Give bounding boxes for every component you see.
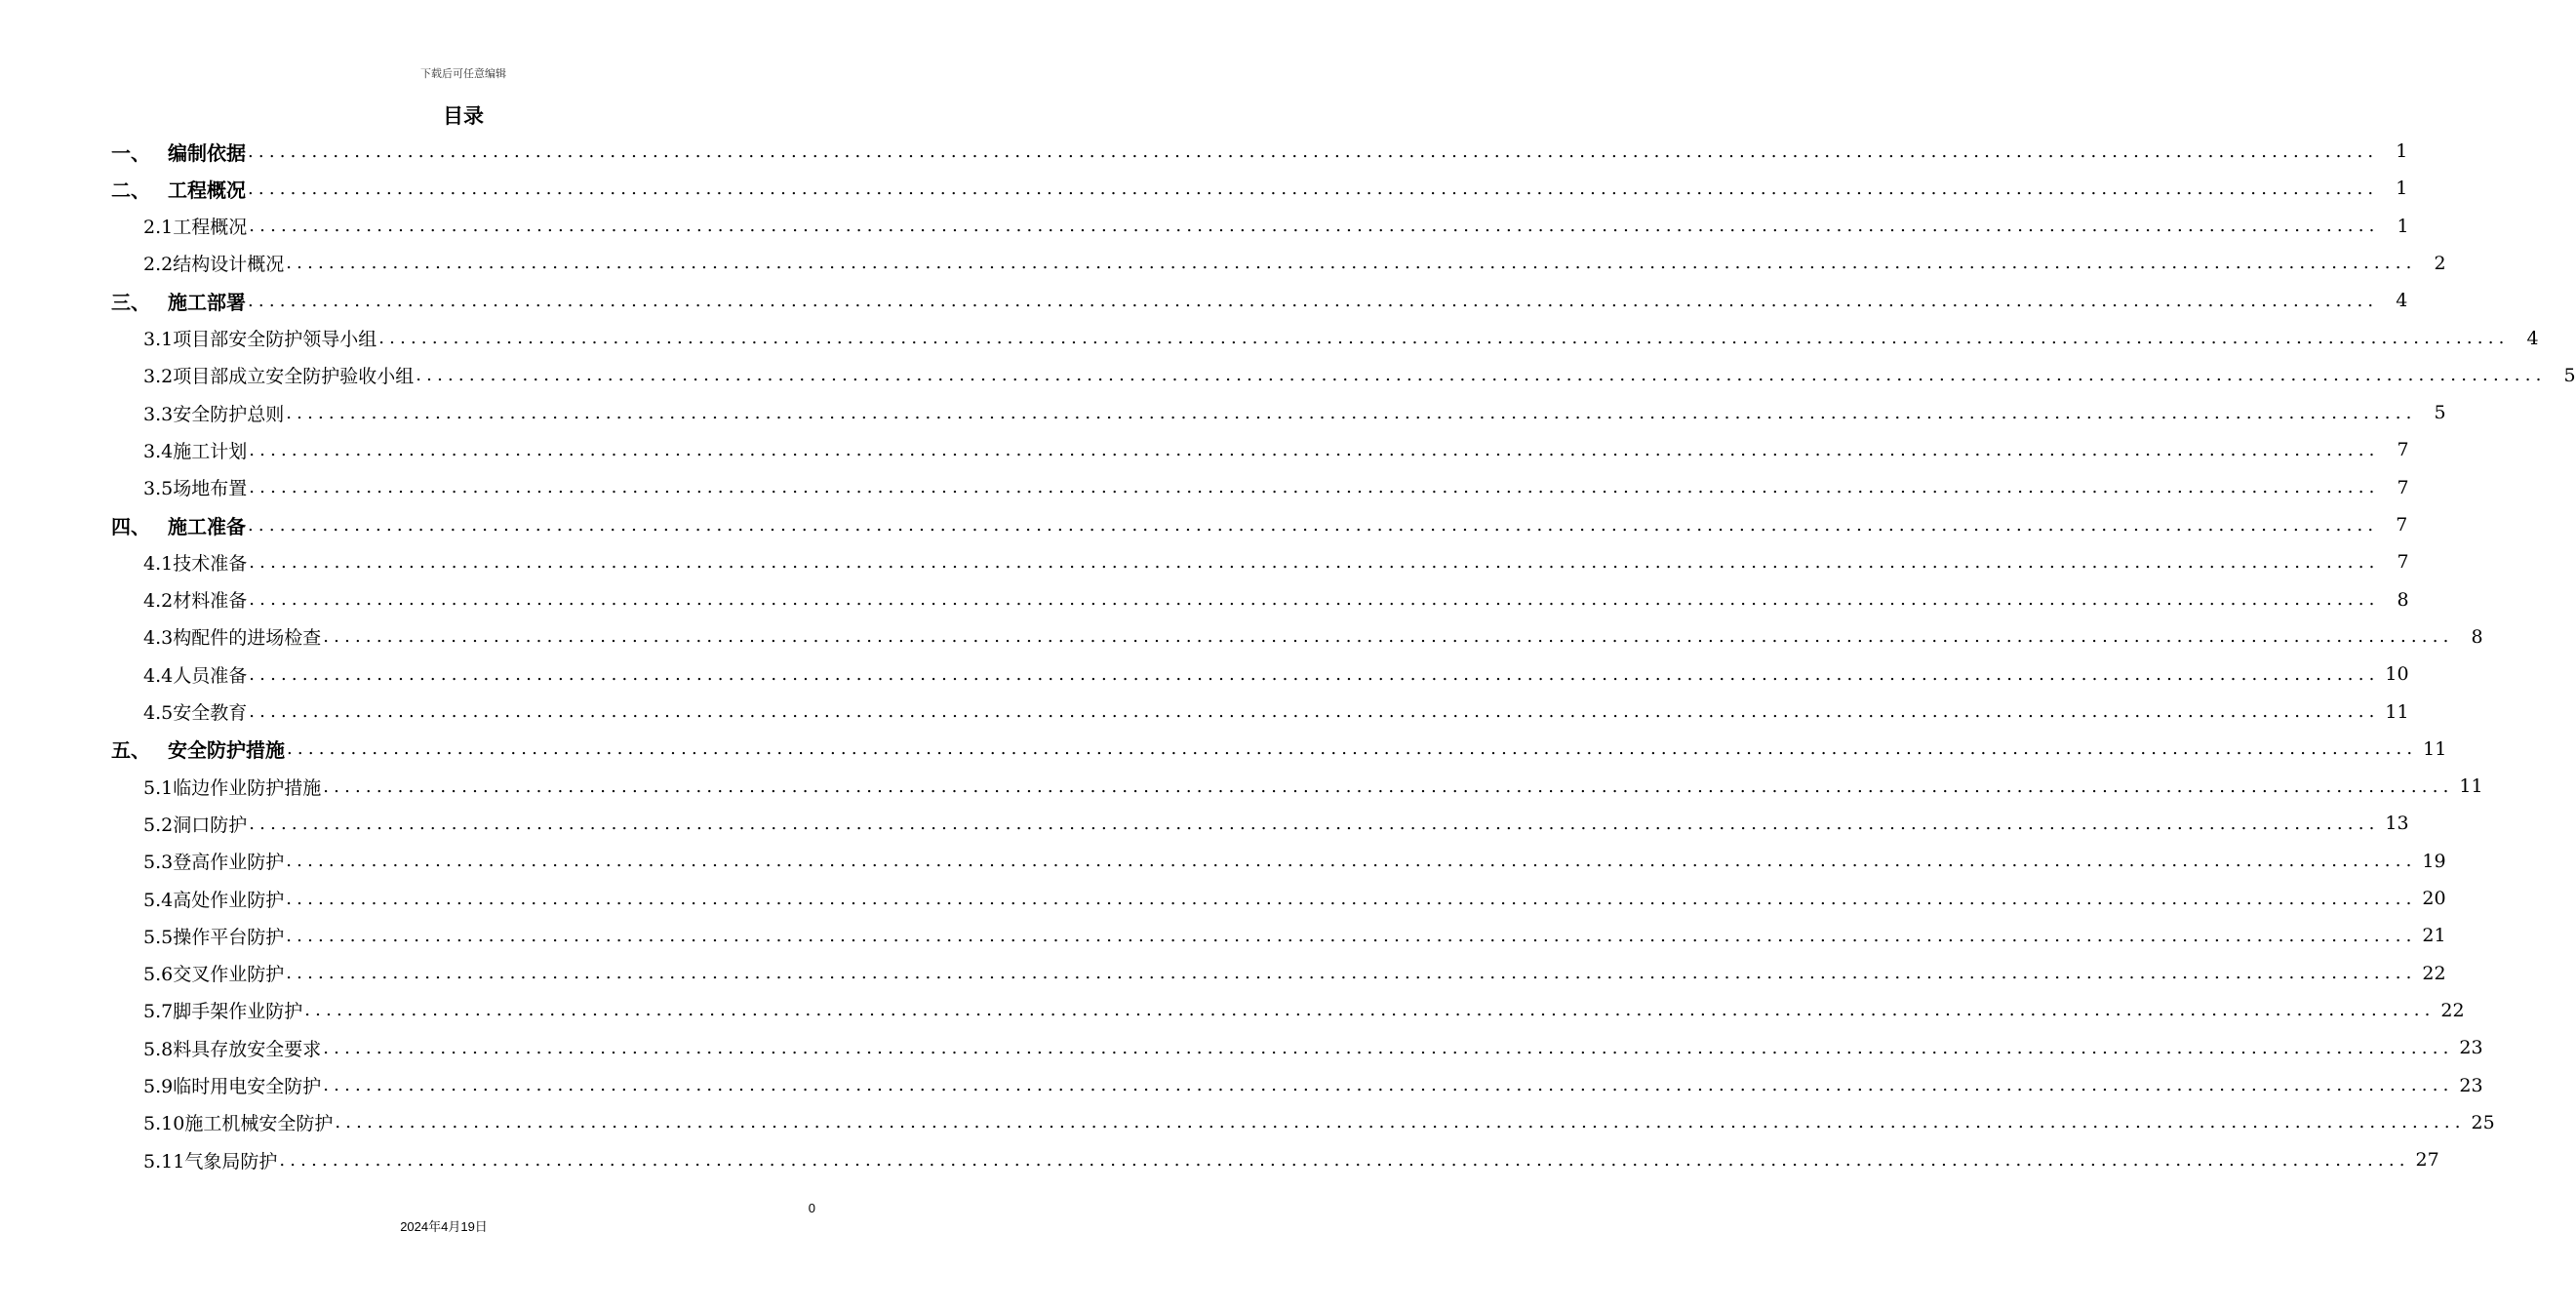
toc-entry-subsection[interactable] — [0, 1029, 2483, 1066]
toc-entry-label — [0, 923, 284, 949]
toc-leader-dots: ........................................................................................................................................................................................................ — [286, 253, 2417, 274]
toc-entry-label — [0, 1072, 321, 1098]
toc-entry-label — [0, 437, 247, 463]
toc-entry-text: 安全教育 — [173, 702, 248, 724]
toc-entry-text: 构配件的进场检查 — [173, 627, 322, 650]
toc-entry-text: 技术准备 — [173, 552, 248, 575]
toc-leader-dots: ........................................................................................................................................................................................................ — [249, 216, 2380, 237]
toc-leader-dots: ........................................................................................................................................................................................................ — [286, 963, 2417, 984]
toc-leader-dots: ........................................................................................................................................................................................................ — [279, 1149, 2410, 1171]
toc-entry-number: 5.3 — [143, 852, 174, 874]
toc-entry-number: 5.5 — [143, 926, 174, 948]
toc-entry-page: 1 — [2396, 178, 2408, 200]
toc-entry-label — [0, 1109, 333, 1135]
toc-entry-subsection[interactable] — [0, 1141, 2439, 1178]
toc-leader-dots: ........................................................................................................................................................................................................ — [335, 1112, 2466, 1133]
toc-entry-text: 人员准备 — [173, 664, 248, 687]
toc-entry-page: 1 — [2396, 140, 2408, 162]
toc-entry-subsection[interactable] — [0, 543, 2409, 580]
toc-entry-page: 10 — [2385, 663, 2409, 686]
toc-entry-page: 4 — [2526, 327, 2539, 349]
toc-leader-dots: ........................................................................................................................................................................................................ — [249, 663, 2380, 685]
toc-entry-text: 编制依据 — [168, 140, 246, 165]
toc-entry-number: 5.6 — [143, 964, 174, 986]
toc-leader-dots: ........................................................................................................................................................................................................ — [323, 626, 2454, 648]
toc-entry-number: 5.7 — [143, 1001, 174, 1023]
toc-entry-section[interactable] — [0, 506, 2408, 543]
toc-entry-number: 5.2 — [143, 814, 174, 836]
toc-entry-number: 五、 — [111, 738, 150, 763]
toc-entry-text: 脚手架作业防护 — [173, 1001, 303, 1023]
toc-entry-subsection[interactable] — [0, 245, 2446, 282]
toc-entry-page: 8 — [2471, 625, 2483, 648]
toc-entry-page: 20 — [2422, 888, 2446, 909]
toc-entry-text: 施工计划 — [173, 440, 248, 462]
toc-entry-section[interactable] — [0, 133, 2408, 170]
toc-entry-text: 施工部署 — [168, 290, 246, 314]
toc-entry-label — [0, 661, 247, 688]
toc-leader-dots: ........................................................................................................................................................................................................ — [249, 551, 2380, 573]
toc-entry-subsection[interactable] — [0, 805, 2409, 842]
toc-entry-label — [0, 586, 247, 613]
toc-entry-number: 5.11 — [143, 1150, 185, 1172]
toc-entry-label — [0, 1147, 277, 1173]
toc-entry-subsection[interactable] — [0, 394, 2446, 431]
toc-leader-dots: ........................................................................................................................................................................................................ — [286, 888, 2417, 909]
toc-entry-subsection[interactable] — [0, 1104, 2495, 1141]
toc-entry-page: 7 — [2397, 476, 2409, 498]
toc-entry-text: 料具存放安全要求 — [173, 1038, 322, 1060]
toc-entry-number: 3.3 — [143, 403, 174, 425]
toc-entry-label — [0, 400, 284, 426]
toc-entry-label — [0, 474, 247, 500]
toc-entry-subsection[interactable] — [0, 955, 2446, 992]
toc-entry-text: 工程概况 — [173, 217, 248, 239]
toc-entry-page: 11 — [2423, 737, 2447, 760]
toc-entry-number: 2.1 — [143, 217, 174, 239]
toc-entry-text: 施工机械安全防护 — [184, 1113, 334, 1135]
toc-entry-text: 气象局防护 — [184, 1150, 278, 1172]
toc-entry-label — [0, 213, 247, 239]
toc-entry-number: 4.3 — [143, 627, 174, 650]
toc-entry-page: 8 — [2397, 588, 2409, 611]
toc-entry-label — [0, 735, 285, 763]
toc-leader-dots: ........................................................................................................................................................................................................ — [248, 514, 2379, 536]
toc-entry-page: 19 — [2422, 850, 2446, 872]
toc-entry-page: 27 — [2415, 1149, 2439, 1172]
toc-entry-number: 4.1 — [143, 552, 174, 575]
toc-entry-page: 13 — [2385, 813, 2409, 835]
toc-leader-dots: ........................................................................................................................................................................................................ — [304, 1000, 2436, 1021]
toc-entry-number: 2.2 — [143, 254, 174, 276]
toc-entry-number: 4.2 — [143, 590, 174, 613]
toc-entry-text: 安全防护总则 — [173, 403, 285, 425]
toc-entry-page: 23 — [2459, 1074, 2483, 1096]
footer-date: 2024年4月19日 — [400, 1219, 488, 1234]
toc-entry-number: 5.4 — [143, 889, 174, 911]
toc-entry-number: 4.4 — [143, 664, 174, 687]
toc-entry-subsection[interactable] — [0, 656, 2409, 693]
toc-entry-label — [0, 997, 302, 1023]
toc-entry-number: 5.10 — [143, 1113, 185, 1135]
toc-title: 目录 — [443, 104, 484, 128]
toc-entry-number: 二、 — [111, 178, 150, 202]
toc-entry-number: 三、 — [111, 290, 150, 314]
toc-leader-dots: ........................................................................................................................................................................................................ — [287, 738, 2418, 760]
toc-entry-label — [0, 549, 247, 576]
toc-entry-label — [0, 623, 321, 650]
toc-entry-section[interactable] — [0, 731, 2447, 768]
toc-entry-subsection[interactable] — [0, 357, 2576, 394]
toc-entry-subsection[interactable] — [0, 208, 2409, 245]
toc-entry-label — [0, 960, 284, 986]
toc-entry-text: 项目部成立安全防护验收小组 — [173, 366, 415, 388]
toc-entry-text: 材料准备 — [173, 590, 248, 613]
toc-entry-number: 5.9 — [143, 1076, 174, 1097]
toc-entry-text: 高处作业防护 — [173, 889, 285, 911]
toc-entry-label — [0, 250, 284, 276]
toc-entry-label — [0, 886, 284, 912]
toc-entry-page: 4 — [2396, 290, 2408, 312]
toc-entry-label — [0, 138, 246, 166]
toc-entry-page: 2 — [2434, 252, 2446, 274]
toc-leader-dots: ........................................................................................................................................................................................................ — [248, 178, 2379, 199]
page-number: 0 — [808, 1201, 815, 1215]
toc-entry-page: 1 — [2397, 215, 2409, 237]
toc-leader-dots: ........................................................................................................................................................................................................ — [323, 1037, 2454, 1058]
toc-entry-subsection[interactable] — [0, 320, 2539, 357]
toc-entry-number: 四、 — [111, 514, 150, 538]
toc-entry-subsection[interactable] — [0, 992, 2465, 1029]
toc-entry-page: 5 — [2563, 364, 2576, 386]
toc-entry-page: 25 — [2471, 1111, 2495, 1133]
toc-entry-label — [0, 848, 284, 874]
toc-entry-section[interactable] — [0, 170, 2408, 207]
toc-entry-number: 3.2 — [143, 366, 174, 388]
toc-leader-dots: ........................................................................................................................................................................................................ — [416, 365, 2547, 386]
toc-entry-label — [0, 698, 247, 725]
toc-entry-text: 项目部安全防护领导小组 — [173, 329, 377, 350]
toc-entry-page: 22 — [2422, 962, 2446, 984]
toc-entry-number: 3.1 — [143, 329, 174, 350]
toc-entry-text: 操作平台防护 — [173, 926, 285, 948]
toc-leader-dots: ........................................................................................................................................................................................................ — [286, 925, 2417, 946]
toc-entry-text: 临边作业防护措施 — [173, 776, 322, 799]
toc-entry-label — [0, 511, 246, 539]
toc-leader-dots: ........................................................................................................................................................................................................ — [249, 813, 2380, 834]
toc-entry-page: 7 — [2397, 439, 2409, 461]
toc-entry-label — [0, 287, 246, 315]
toc-leader-dots: ........................................................................................................................................................................................................ — [248, 140, 2379, 162]
toc-entry-number: 4.5 — [143, 702, 174, 724]
toc-entry-page: 22 — [2440, 999, 2465, 1021]
toc-leader-dots: ........................................................................................................................................................................................................ — [378, 328, 2510, 348]
toc-entry-subsection[interactable] — [0, 880, 2446, 917]
toc-leader-dots: ........................................................................................................................................................................................................ — [286, 402, 2417, 423]
toc-entry-subsection[interactable] — [0, 768, 2483, 805]
toc-entry-label — [0, 325, 376, 351]
toc-entry-page: 21 — [2422, 925, 2446, 947]
toc-entry-text: 登高作业防护 — [173, 852, 285, 874]
toc-entry-subsection[interactable] — [0, 917, 2446, 954]
toc-entry-text: 安全防护措施 — [168, 738, 285, 763]
toc-entry-number: 3.5 — [143, 478, 174, 500]
toc-entry-label — [0, 1035, 321, 1061]
toc-entry-number: 5.8 — [143, 1038, 174, 1060]
toc-entry-text: 场地布置 — [173, 478, 248, 500]
toc-entry-label — [0, 175, 246, 203]
toc-entry-page: 23 — [2459, 1037, 2483, 1059]
toc-entry-subsection[interactable] — [0, 469, 2409, 506]
toc-entry-label — [0, 362, 414, 388]
toc-entry-text: 临时用电安全防护 — [173, 1076, 322, 1097]
header-note: 下载后可任意编辑 — [420, 67, 506, 80]
toc-entry-number: 5.1 — [143, 776, 174, 799]
toc-entry-label — [0, 811, 247, 837]
toc-entry-page: 11 — [2459, 775, 2483, 798]
toc-entry-subsection[interactable] — [0, 694, 2409, 731]
toc-entry-page: 7 — [2396, 514, 2408, 536]
toc-entry-text: 结构设计概况 — [173, 254, 285, 276]
toc-entry-number: 3.4 — [143, 440, 174, 462]
toc-entry-text: 交叉作业防护 — [173, 964, 285, 986]
toc-leader-dots: ........................................................................................................................................................................................................ — [286, 851, 2417, 872]
toc-entry-subsection[interactable] — [0, 1067, 2483, 1104]
toc-entry-page: 5 — [2434, 402, 2446, 424]
toc-leader-dots: ........................................................................................................................................................................................................ — [249, 439, 2380, 460]
toc-entry-subsection[interactable] — [0, 431, 2409, 468]
toc-leader-dots: ........................................................................................................................................................................................................ — [249, 589, 2380, 611]
toc-entry-subsection[interactable] — [0, 581, 2409, 618]
toc-entry-number: 一、 — [111, 140, 150, 165]
toc-entry-section[interactable] — [0, 282, 2408, 319]
toc-entry-subsection[interactable] — [0, 618, 2483, 656]
toc-entry-page: 11 — [2385, 700, 2409, 723]
toc-leader-dots: ........................................................................................................................................................................................................ — [323, 1075, 2454, 1095]
toc-leader-dots: ........................................................................................................................................................................................................ — [249, 477, 2380, 498]
toc-leader-dots: ........................................................................................................................................................................................................ — [249, 701, 2380, 722]
toc-entry-text: 施工准备 — [168, 514, 246, 538]
toc-leader-dots: ........................................................................................................................................................................................................ — [248, 290, 2379, 311]
toc-entry-page: 7 — [2397, 551, 2409, 574]
toc-entry-text: 工程概况 — [168, 178, 246, 202]
toc-entry-subsection[interactable] — [0, 843, 2446, 880]
toc-leader-dots: ........................................................................................................................................................................................................ — [323, 775, 2454, 797]
toc-entry-text: 洞口防护 — [173, 814, 248, 836]
toc-entry-label — [0, 774, 321, 800]
